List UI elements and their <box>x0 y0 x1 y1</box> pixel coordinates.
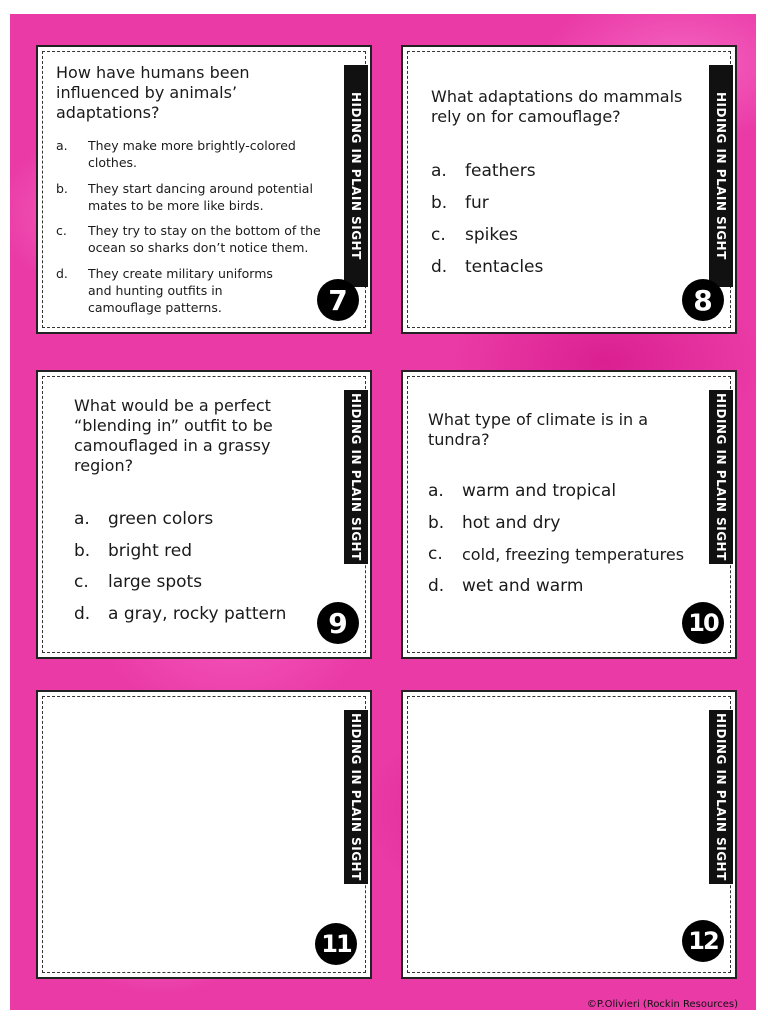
option-letter: a. <box>428 481 444 501</box>
option-text: green colors <box>108 509 214 529</box>
question-text: What type of climate is in a tundra? <box>428 410 649 449</box>
option-letter: a. <box>74 509 90 529</box>
task-card-12 <box>401 690 737 979</box>
answer-options <box>428 476 703 602</box>
option-letter: b. <box>74 540 91 561</box>
option-letter: b. <box>56 180 68 196</box>
option-letter: c. <box>56 223 67 238</box>
option-c[interactable] <box>74 567 334 599</box>
answer-options <box>56 137 340 316</box>
option-b[interactable] <box>428 508 703 540</box>
option-b[interactable] <box>74 536 334 568</box>
tab-label: HIDING IN PLAIN SIGHT <box>714 92 728 260</box>
option-text: spikes <box>465 225 518 245</box>
option-text: wet and warm <box>462 575 584 596</box>
option-text: cold, freezing temperatures <box>462 545 685 564</box>
option-text: tentacles <box>465 257 544 277</box>
option-text: They make more brightly-colored clothes. <box>88 138 296 171</box>
option-letter: a. <box>431 161 447 181</box>
option-text: feathers <box>465 161 536 181</box>
option-d[interactable] <box>56 265 286 317</box>
task-card-8 <box>401 45 737 334</box>
option-b[interactable] <box>56 180 340 215</box>
option-letter: b. <box>431 193 448 213</box>
option-text: warm and tropical <box>462 481 617 501</box>
card-number-badge: 7 <box>317 279 359 321</box>
option-d[interactable] <box>74 599 334 631</box>
task-card-11 <box>36 690 372 979</box>
card-number-badge: 12 <box>682 920 724 962</box>
task-card-7 <box>36 45 372 334</box>
question-text: What adaptations do mammals rely on for camouflage? <box>431 87 683 126</box>
option-d[interactable] <box>431 251 691 283</box>
option-c[interactable] <box>428 539 703 571</box>
option-letter: d. <box>428 575 445 596</box>
option-text: fur <box>465 193 489 213</box>
dashed-border <box>407 696 731 973</box>
card-tab <box>344 710 368 884</box>
option-letter: a. <box>56 138 68 153</box>
option-text: a gray, rocky pattern <box>108 603 287 624</box>
card-tab <box>709 710 733 884</box>
answer-options <box>74 504 334 630</box>
tab-label: HIDING IN PLAIN SIGHT <box>714 713 728 881</box>
card-number-badge: 10 <box>682 602 724 644</box>
option-text: They create military uniforms and hunting outfits in camouflage patterns. <box>88 265 273 315</box>
option-d[interactable] <box>428 571 703 603</box>
card-number-badge: 9 <box>317 602 359 644</box>
card-tab <box>709 390 733 564</box>
option-text: bright red <box>108 540 193 561</box>
option-letter: c. <box>428 544 443 564</box>
option-text: hot and dry <box>462 512 561 533</box>
option-text: They start dancing around potential mates to be more like birds. <box>88 180 313 213</box>
option-letter: c. <box>431 225 446 245</box>
option-letter: d. <box>431 257 448 277</box>
answer-options <box>431 155 691 283</box>
card-number-badge: 11 <box>315 923 357 965</box>
tab-label: HIDING IN PLAIN SIGHT <box>349 713 363 881</box>
card-tab <box>344 390 368 564</box>
option-letter: d. <box>56 265 68 281</box>
card-tab <box>344 65 368 287</box>
question-text: What would be a perfect “blending in” outfit to be camouflaged in a grassy region? <box>74 396 273 475</box>
option-a[interactable] <box>431 155 691 187</box>
card-number-badge: 8 <box>682 279 724 321</box>
option-text: They try to stay on the bottom of the ocean so sharks don’t notice them. <box>88 223 321 256</box>
option-letter: d. <box>74 603 91 624</box>
tab-label: HIDING IN PLAIN SIGHT <box>714 393 728 561</box>
option-b[interactable] <box>431 187 691 219</box>
option-c[interactable] <box>431 219 691 251</box>
option-text: large spots <box>108 572 203 592</box>
option-letter: c. <box>74 572 89 592</box>
card-tab <box>709 65 733 287</box>
dashed-border <box>42 696 366 973</box>
option-a[interactable] <box>56 137 340 172</box>
task-card-9 <box>36 370 372 659</box>
copyright-credit: ©P.Olivieri (Rockin Resources) <box>586 999 738 1010</box>
tab-label: HIDING IN PLAIN SIGHT <box>349 92 363 260</box>
option-letter: b. <box>428 512 445 533</box>
option-a[interactable] <box>74 504 334 536</box>
option-a[interactable] <box>428 476 703 508</box>
tab-label: HIDING IN PLAIN SIGHT <box>349 393 363 561</box>
task-card-10 <box>401 370 737 659</box>
question-text: How have humans been influenced by animals’ adaptations? <box>56 63 250 122</box>
option-c[interactable] <box>56 222 340 257</box>
